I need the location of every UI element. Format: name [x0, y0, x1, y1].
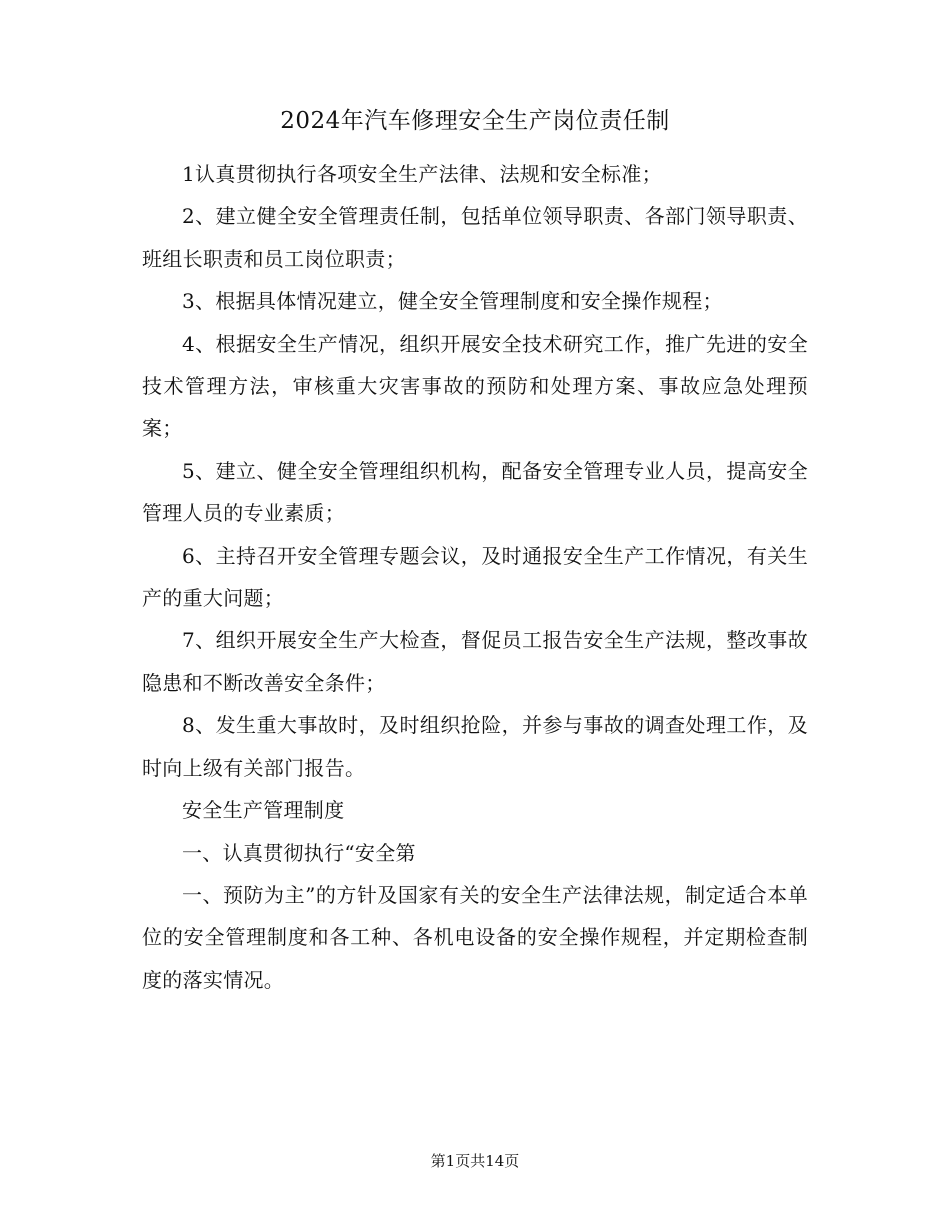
paragraph-6: 6、主持召开安全管理专题会议，及时通报安全生产工作情况，有关生产的重大问题；	[142, 543, 808, 611]
page-number-footer: 第1页共14页	[430, 1152, 520, 1170]
paragraph-9: 一、认真贯彻执行“安全第	[182, 840, 416, 865]
paragraph-10: 一、预防为主”的方针及国家有关的安全生产法律法规，制定适合本单位的安全管理制度和各工种、各机电设备的安全操作规程，并定期检查制度的落实情况。	[142, 882, 808, 992]
paragraph-7: 7、组织开展安全生产大检查，督促员工报告安全生产法规，整改事故隐患和不断改善安全条件；	[142, 628, 808, 695]
paragraph-5: 5、建立、健全安全管理组织机构，配备安全管理专业人员，提高安全管理人员的专业素质；	[142, 458, 808, 526]
paragraph-1: 1认真贯彻执行各项安全生产法律、法规和安全标准；	[182, 162, 662, 186]
paragraph-3: 3、根据具体情况建立，健全安全管理制度和安全操作规程；	[182, 289, 723, 314]
document-title: 2024年汽车修理安全生产岗位责任制	[280, 108, 670, 134]
document-body	[142, 153, 808, 1001]
section-heading: 安全生产管理制度	[182, 798, 345, 823]
paragraph-8: 8、发生重大事故时，及时组织抢险，并参与事故的调查处理工作，及时向上级有关部门报告。	[142, 713, 808, 780]
paragraph-4: 4、根据安全生产情况，组织开展安全技术研究工作，推广先进的安全技术管理方法，审核重大灾害事故的预防和处理方案、事故应急处理预案；	[142, 331, 808, 441]
paragraph-2: 2、建立健全安全管理责任制，包括单位领导职责、各部门领导职责、班组长职责和员工岗位职责；	[142, 204, 808, 271]
